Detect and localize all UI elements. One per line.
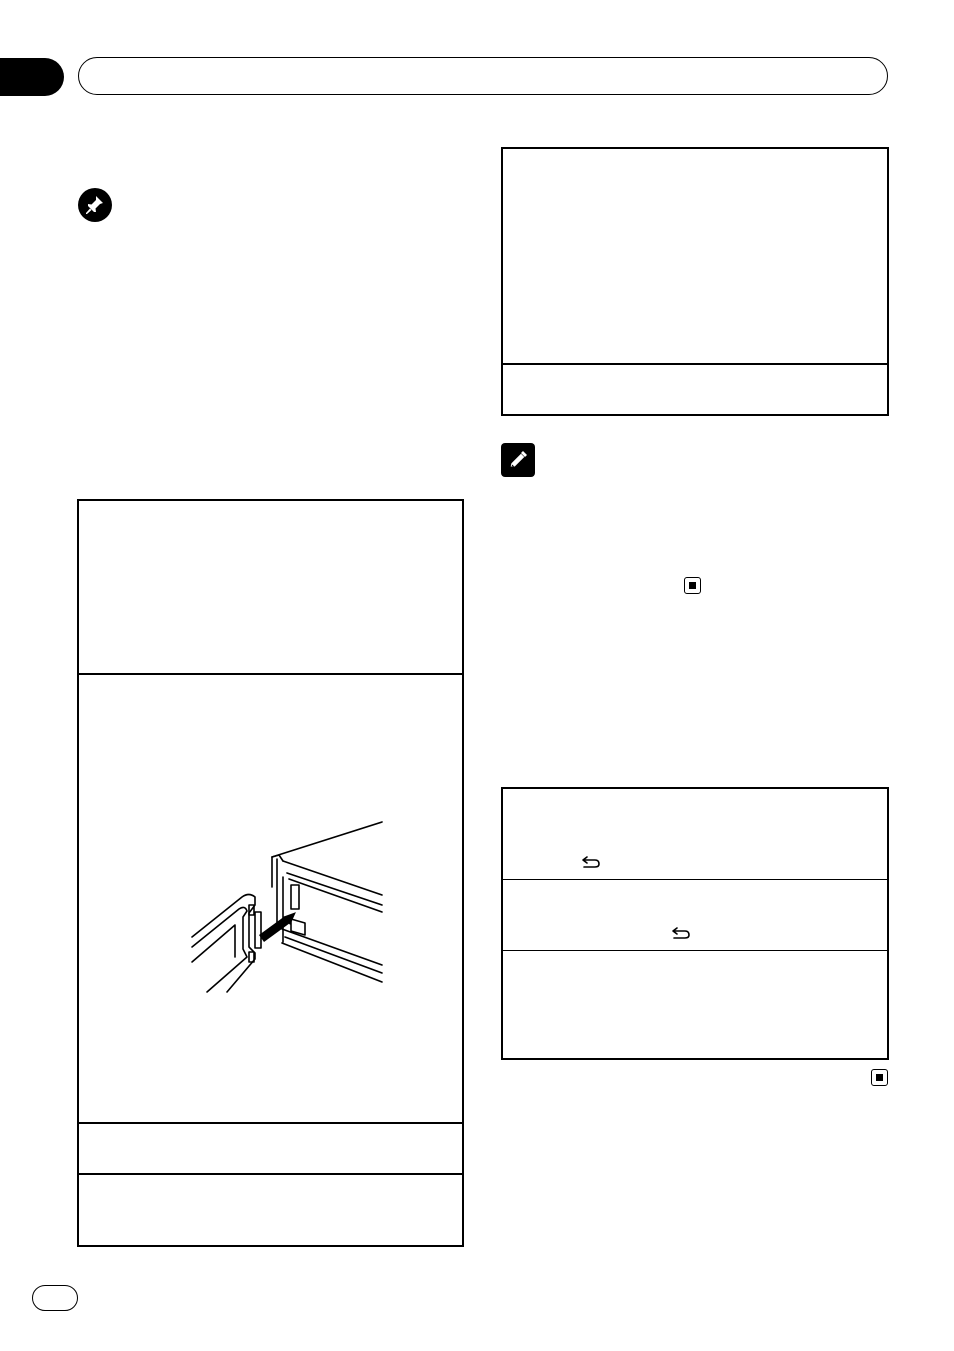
left-table-divider-3	[79, 1173, 462, 1175]
right-top-table	[501, 147, 889, 416]
left-table-divider-1	[79, 673, 462, 675]
stop-square-icon	[871, 1069, 888, 1086]
right-bottom-table-divider-1	[503, 879, 887, 880]
left-table	[77, 499, 464, 1247]
return-arrow-icon	[581, 855, 601, 869]
chapter-title-bar	[78, 57, 888, 95]
chapter-tab	[0, 58, 64, 96]
return-arrow-icon	[671, 926, 691, 940]
page-number-badge	[32, 1285, 78, 1311]
stop-square-icon	[684, 577, 701, 594]
pushpin-icon	[78, 188, 112, 222]
left-table-divider-2	[79, 1122, 462, 1124]
right-top-table-divider	[503, 363, 887, 365]
right-bottom-table	[501, 787, 889, 1060]
pencil-icon	[501, 443, 535, 477]
panel-attach-illustration	[187, 817, 387, 997]
right-bottom-table-divider-2	[503, 950, 887, 951]
